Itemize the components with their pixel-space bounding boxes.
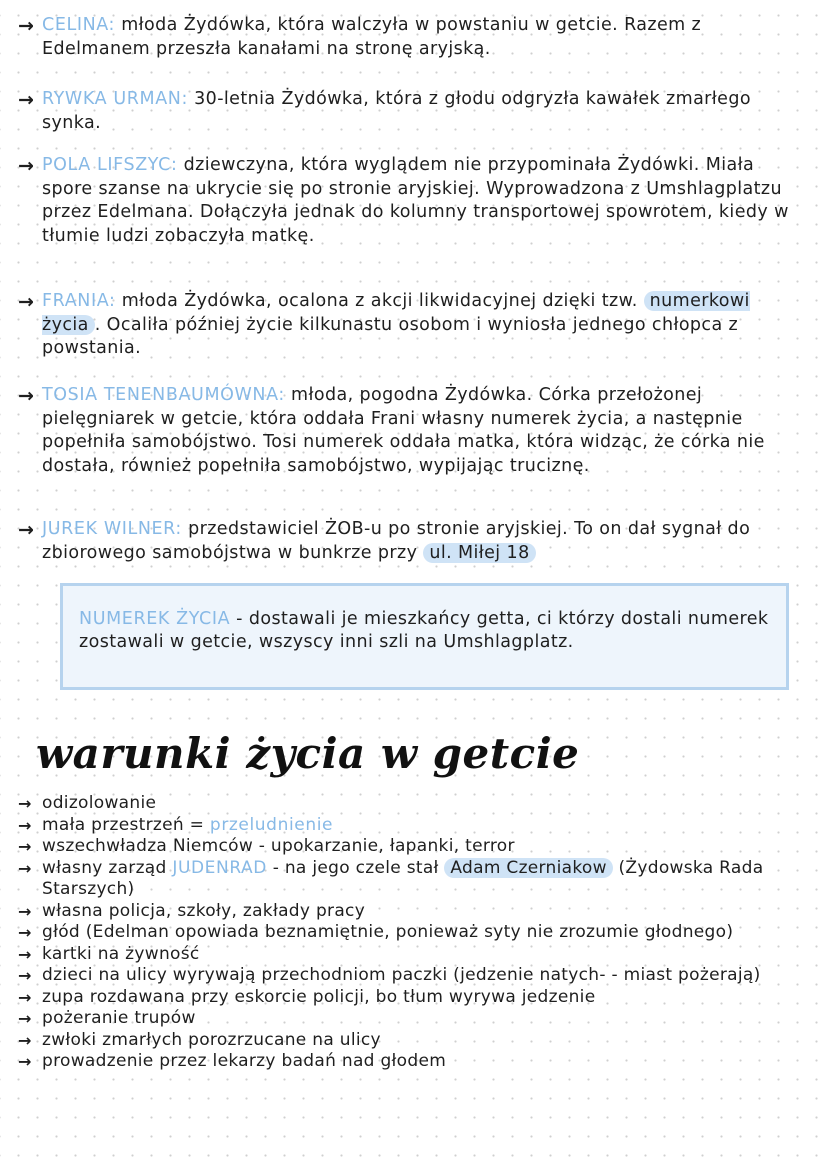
accent-term: przeludnienie [209,814,334,835]
arrow-icon: → [18,987,32,1007]
name-separator: : [108,15,122,35]
name-separator: : [109,291,122,311]
name-separator: : [278,385,292,405]
character-description: przedstawiciel ŻOB-u po stronie aryjskiej. To on dał sygnał do zbiorowego samobójstwa w bunkrze przy [42,519,751,563]
definition-term: NUMEREK ŻYCIA [79,609,231,629]
list-item-text: odizolowanie [42,793,157,813]
character-description: młoda Żydówka, ocalona z akcji likwidacyjnej dzięki tzw. [121,291,638,311]
arrow-icon: → [18,923,32,942]
list-item [18,965,808,987]
character-description: młoda, pogodna Żydówka. Córka przełożonej pielęgniarek w getcie, która oddała Frani własny numerek życia, a następnie popełniła samobójstwo. Tosi numerek oddała matka, która widząc, że córka nie dostała, również popełniła samobójstwo, wypijając truciznę. [42,385,765,476]
definition-body: - dostawali je mieszkańcy getta, ci którzy dostali numerek zostawali w getcie, wszyscy inni szli na Umshlagplatz. [79,609,769,652]
entry-rywka-urman [18,88,808,135]
accent-term: JUDENRAD [172,857,267,878]
highlighted-person: Adam Czerniakow [444,858,612,878]
arrow-icon: → [18,794,32,813]
list-item-text: zupa rozdawana przy eskorcie policji, bo tłum wyrywa jedzenie [42,986,596,1007]
list-item-text [42,858,808,901]
highlighted-address: ul. Miłej 18 [423,543,535,563]
entry-frania [18,290,808,361]
arrow-icon: → [18,837,32,856]
character-name: FRANIA [42,291,110,311]
list-item-text-part: własny zarząd [42,857,173,878]
arrow-icon: → [18,291,34,313]
list-item-text-part: mała przestrzeń = [42,814,210,835]
list-item-text: pożeranie trupów [42,1008,196,1028]
character-name: POLA LIFSZYC [42,155,171,175]
character-description: 30-letnia Żydówka, która z głodu odgryzła kawałek zmarłego synka. [42,89,751,133]
arrow-icon: → [18,1009,32,1028]
arrow-icon: → [18,15,34,37]
entry-text [42,384,808,478]
list-item-text: kartki na żywność [42,943,200,964]
arrow-icon: → [18,966,32,985]
list-item-text: prowadzenie przez lekarzy badań nad głodem [42,1051,447,1071]
list-item [18,858,808,901]
character-name: RYWKA URMAN [42,89,182,109]
list-item [18,793,808,815]
list-item-text: głód (Edelman opowiada beznamiętnie, ponieważ syty nie zrozumie głodnego) [42,922,734,942]
entry-tosia-tenenbaumowna [18,384,808,478]
entry-celina [18,14,808,61]
arrow-icon: → [18,155,34,177]
list-item-text [42,815,333,837]
section-title: warunki życia w getcie [36,729,580,778]
arrow-icon: → [18,944,32,964]
entry-text [42,518,808,565]
highlighted-term: numerkowi życia [42,291,750,335]
name-separator: : [170,155,184,175]
arrow-icon: → [18,815,32,835]
conditions-list [18,793,808,1073]
list-item [18,836,808,858]
arrow-icon: → [18,1030,32,1050]
list-item [18,922,808,944]
arrow-icon: → [18,385,34,407]
character-name: CELINA [42,15,109,35]
entry-text [42,14,808,61]
arrow-icon: → [18,519,34,541]
arrow-icon: → [18,89,34,111]
list-item [18,901,808,923]
name-separator: : [175,519,189,539]
list-item-text: wszechwładza Niemców - upokarzanie, łapanki, terror [42,836,515,856]
definition-text [79,608,770,654]
entry-text [42,88,808,135]
character-description-continued: . Ocaliła później życie kilkunastu osobom i wyniosła jednego chłopca z powstania. [42,314,739,358]
name-separator: : [181,89,195,109]
list-item [18,987,808,1009]
character-description: dziewczyna, która wyglądem nie przypominała Żydówki. Miała spore szanse na ukrycie się po stronie aryjskiej. Wyprowadzona z Umshlagplatzu przez Edelmana. Dołączyła jednak do kolumny transportowej spowrotem, kiedy w tłumie ludzi zobaczyła matkę. [42,155,789,246]
entry-jurek-wilner [18,518,808,565]
list-item [18,815,808,837]
list-item-text: zwłoki zmarłych porozrzucane na ulicy [42,1029,381,1050]
character-name: JUREK WILNER [42,519,176,539]
list-item [18,1051,808,1073]
arrow-icon: → [18,1052,32,1071]
list-item [18,944,808,966]
character-name: TOSIA TENENBAUMÓWNA [42,385,279,405]
list-item [18,1008,808,1030]
list-item-text-part: (Żydowska Rada Starszych) [42,857,764,899]
entry-text [42,290,808,361]
list-item-text-part: - na jego czele stał [266,857,445,878]
definition-box [60,583,789,690]
arrow-icon: → [18,858,32,878]
list-item [18,1030,808,1052]
entry-text [42,154,808,248]
list-item-text: własna policja, szkoły, zakłady pracy [42,900,366,921]
character-description: młoda Żydówka, która walczyła w powstaniu w getcie. Razem z Edelmanem przeszła kanałami na stronę aryjską. [42,15,702,59]
list-item-text: dzieci na ulicy wyrywają przechodniom paczki (jedzenie natych- - miast pożerają) [42,965,761,985]
arrow-icon: → [18,901,32,921]
entry-pola-lifszyc [18,154,808,248]
